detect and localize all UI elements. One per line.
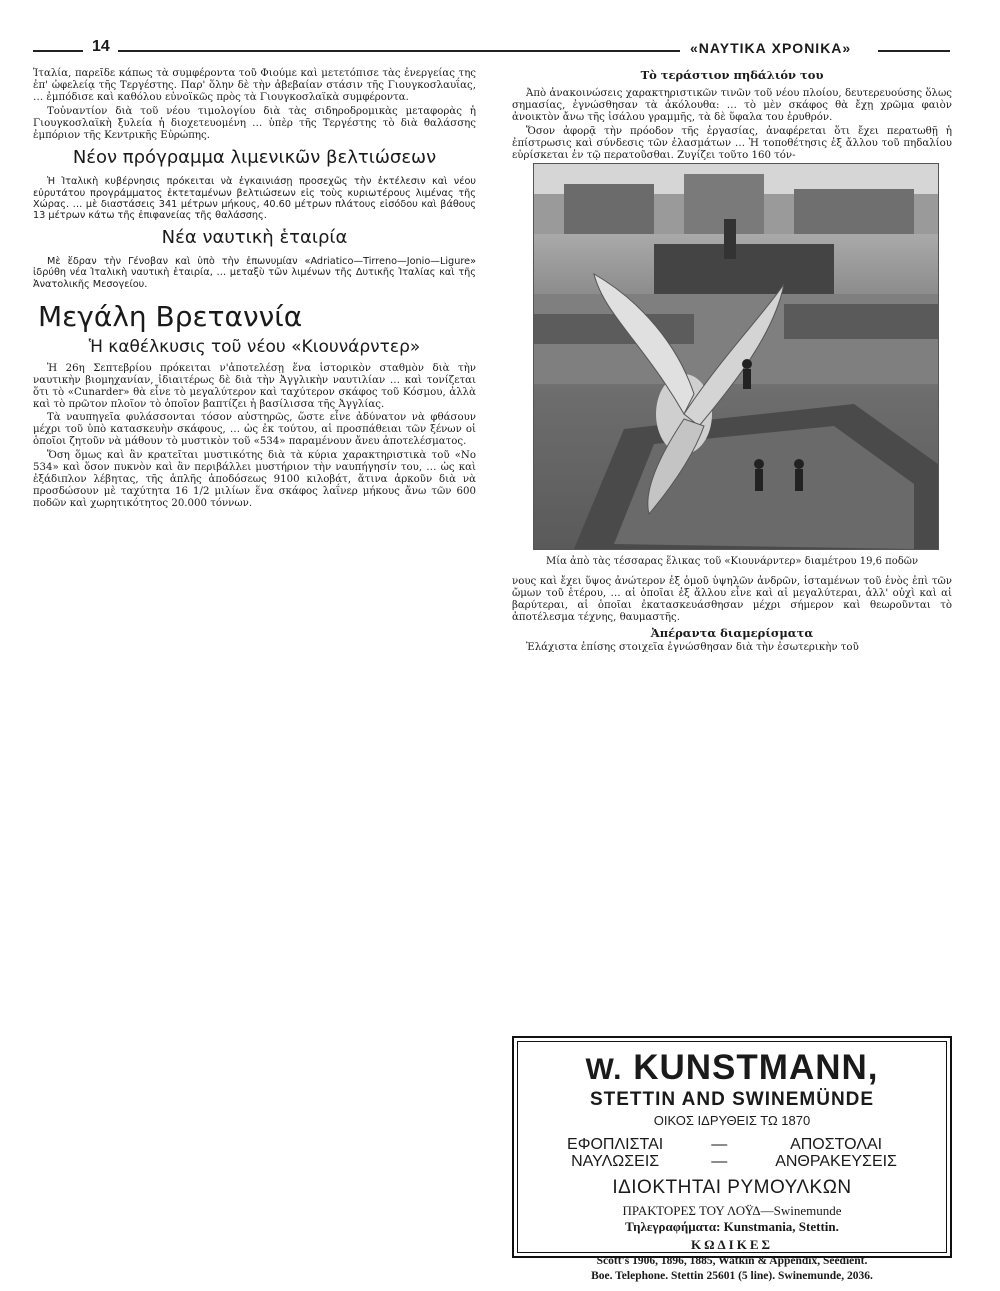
launch-heading: Ἡ καθέλκυσις τοῦ νέου «Κιουνάρντερ» (88, 336, 421, 357)
ad-service-chartering: ΝΑΥΛΩΣΕΙΣ (571, 1153, 660, 1170)
intro-paragraph-2: Τοὐναντίον διὰ τοῦ νέου τιμολογίου διὰ τὰς σιδηροδρομικὰς μεταφορὰς ἡ Γιουγκοσλαϊκὴ ξυλεία ἡ διοχετευομένη … ὑπὲρ τῆς Τεργέστης τὸ διὰ θαλάσσης ἐμπόριον τῆς Κεντρικῆς Εὐρώπης. (33, 105, 476, 141)
company-heading: Νέα ναυτικὴ ἑταιρία (161, 227, 348, 249)
photo-caption: Μία ἀπὸ τὰς τέσσαρας ἕλικας τοῦ «Κιουνάρντερ» διαμέτρου 19,6 ποδῶν (545, 556, 919, 568)
ad-logo-initial: W. (585, 1053, 623, 1086)
harbor-paragraph: Ἡ Ἰταλικὴ κυβέρνησις πρόκειται νὰ ἐγκαινιάσῃ προσεχῶς τὴν ἐκτέλεσιν καὶ νέου εὐρυτάτου προγράμματος ἐκτεταμένων βελτιώσεων εἰς τοὺς κυριωτέρους λιμένας τῆς Χώρας. … μὲ διαστάσεις 341 μέτρων μήκους, 40.60 μέτρων πλάτους εἰσόδου καὶ βάθους 13 μέτρων κάτω τῆς ἐπιφανείας τῆς θαλάσσης. (33, 176, 476, 222)
rudder-heading: Τὸ τεράστιον πηδάλιόν του (640, 68, 824, 82)
rooms-paragraph: Ἐλάχιστα ἐπίσης στοιχεῖα ἐγνώσθησαν διὰ τὴν ἐσωτερικὴν τοῦ (526, 642, 859, 654)
section-title-britain: Μεγάλη Βρεταννία (38, 299, 303, 333)
intro-paragraph: Ἰταλία, παρεῖδε κάπως τὰ συμφέροντα τοῦ Φιούμε καὶ μετετόπισε τὰς ἐνεργείας της ἐπ' ὠφελείᾳ τῆς Τεργέστης. Παρ' ὅλην δὲ τὴν ἀβεβαίαν στάσιν τῆς Γιουγκοσλαυΐας, … ἐμπόδισε καὶ καθόλου εὐνοϊκῶς πρὸς τὰ Γιουγκοσλαϊκὰ συμφέροντα. (33, 68, 476, 103)
ad-service-dash: — (711, 1136, 728, 1153)
ad-service-bunkering: ΑΝΘΡΑΚΕΥΣΕΙΣ (775, 1153, 897, 1170)
rudder-paragraph-3: νους καὶ ἔχει ὕψος ἀνώτερον ἐξ ὁμοῦ ὑψηλῶν ἀνδρῶν, ἱσταμένων τοῦ ἑνὸς ἐπὶ τῶν ὤμων τοῦ ἑτέρου, … αἱ ὁποῖαι ἐξ ἄλλου εἶνε καὶ αἱ μεγαλύτεραι, ἀλλ' οὐχὶ καὶ αἱ βαρύτεραι, αἱ ὁποῖαι ἐκατασκευάσθησαν μέχρι σήμερον καὶ θεωροῦνται τὸ ἀποτέλεσμα τέχνης, θαυμαστῆς. (512, 576, 952, 624)
ad-service-shipowners: ΕΦΟΠΛΙΣΤΑΙ (567, 1136, 664, 1153)
launch-paragraph-1: Ἡ 26η Σεπτεβρίου πρόκειται ν'ἀποτελέσῃ ἕνα ἱστορικὸν σταθμὸν διὰ τὴν ναυτικὴν βιομηχανίαν, ἰδιαιτέρως δὲ διὰ τὴν Ἀγγλικὴν ναυτιλίαν … καὶ τονίζεται ὅτι τὸ «Cunarder» θὰ εἶνε τὸ μεγαλύτερον καὶ ταχύτερον σκάφος τοῦ Κόσμου, ἀλλὰ καὶ τὸ πρῶτον πλοῖον τὸ ὁποῖον βαπτίζει ἡ βασίλισσα τῆς Ἀγγλίας. (33, 362, 476, 410)
ad-phones-line: Boe. Telephone. Stettin 25601 (5 line). Swinemunde, 2036. (591, 1270, 873, 1282)
harbor-heading: Νέον πρόγραμμα λιμενικῶν βελτιώσεων (72, 147, 437, 169)
right-column (512, 68, 952, 656)
ad-founded: ΟΙΚΟΣ ΙΔΡΥΘΕΙΣ ΤΩ 1870 (653, 1113, 811, 1128)
rudder-paragraph-2: Ὅσον ἀφορᾷ τὴν πρόοδον τῆς ἐργασίας, ἀναφέρεται ὅτι ἔχει περατωθῇ ἡ ἐπίστρωσις καὶ σύνδεσις τῶν ἐλασμάτων … Ἡ τοποθέτησις ἐξ ἄλλου τοῦ πηδαλίου εὑρίσκεται ἐν τῷ περατοῦσθαι. Ζυγίζει τοῦτο 160 τόν- (512, 125, 952, 161)
ad-service-shipments: ΑΠΟΣΤΟΛΑΙ (790, 1136, 883, 1153)
ad-codes-heading: ΚΩΔΙΚΕΣ (690, 1237, 773, 1252)
launch-paragraph-2: Τὰ ναυπηγεῖα φυλάσσονται τόσον αὐστηρῶς, ὥστε εἶνε ἀδύνατον νὰ φθάσουν μέχρι τοῦ ὑπὸ κατασκευὴν σκάφους, … ὡς ἐκ τούτου, αἱ προσπάθειαι τῶν ξένων οἱ ὁποῖοι ζητοῦν νὰ μάθουν τὸ μυστικὸν τοῦ «534» παραμένουν ἄνευ ἀποτελέσματος. (33, 412, 476, 448)
ad-city: STETTIN AND SWINEMÜNDE (589, 1089, 875, 1110)
ad-brand-line (518, 1048, 946, 1088)
ad-brand-name: KUNSTMANN, (633, 1048, 879, 1087)
left-column (33, 68, 476, 512)
journal-title: «ΝΑΥΤΙΚΑ ΧΡΟΝΙΚΑ» (690, 40, 852, 56)
ad-tug-owners: ΙΔΙΟΚΤΗΤΑΙ ΡΥΜΟΥΛΚΩΝ (612, 1177, 852, 1198)
page-number: 14 (92, 38, 110, 55)
propeller-photo (533, 163, 939, 550)
ad-agents: ΠΡΑΚΤΟΡΕΣ ΤΟΥ ΛΟΫΔ—Swinemunde (622, 1203, 842, 1218)
ad-inner-frame (517, 1041, 947, 1282)
company-paragraph: Μὲ ἕδραν τὴν Γένοβαν καὶ ὑπὸ τὴν ἐπωνυμίαν «Adriatico—Tirreno—Jonio—Ligure» ἱδρύθη νέα Ἰταλικὴ ναυτικὴ ἑταιρία, … μεταξὺ τῶν λιμένων τῆς Δυτικῆς Ἰταλίας καὶ τῆς Ἀνατολικῆς Μεσογείου. (33, 256, 476, 290)
header-rule-middle (118, 50, 680, 52)
header-rule-right (878, 50, 950, 52)
propeller-photo-illustration (534, 164, 938, 549)
ad-services (518, 1136, 946, 1170)
header-rule-left (33, 50, 83, 52)
ad-codes-line: Scott's 1906, 1896, 1885, Watkin & Appendix, Seedient. (596, 1255, 868, 1267)
kunstmann-advertisement (512, 1036, 952, 1282)
rudder-paragraph-1: Ἀπὸ ἀνακοινώσεις χαρακτηριστικῶν τινῶν τοῦ νέου πλοίου, δευτερευούσης ὅλως σημασίας, ἐγνώσθησαν τὰ ἀκόλουθα: … τὸ μὲν σκάφος θὰ ἔχῃ χρῶμα φαιὸν ἀνοικτὸν ἄνω τῆς ἰσάλου γραμμῆς, τὰ δὲ ὕφαλα του ἐρυθρόν. (512, 88, 952, 123)
rooms-heading: Ἀπέραντα διαμερίσματα (650, 626, 814, 641)
ad-service-dash: — (711, 1153, 728, 1170)
launch-paragraph-3: Ὅση ὅμως καὶ ἂν κρατεῖται μυστικότης διὰ τὰ κύρια χαρακτηριστικὰ τοῦ «Νο 534» καὶ ὅσον πυκνὸν καὶ ἂν περιβάλλει μυστήριον τὴν ναυπήγησίν του, … ὡς καὶ ἐξάδιπλον λέβητας, τῆς ἁπλῆς ἀποδόσεως 9100 κιλοβάτ, ἅτινα ἀρκοῦν διὰ νὰ προσδώσουν μὲ ταχύτητα 16 1/2 μιλίων ἕνα σκάφος λαΐνερ μήκους ἄνω τῶν 600 ποδῶν καὶ χωρητικότητος 20.000 τόννων. (33, 450, 476, 509)
ad-telegraph: Τηλεγραφήματα: Kunstmania, Stettin. (625, 1219, 839, 1234)
